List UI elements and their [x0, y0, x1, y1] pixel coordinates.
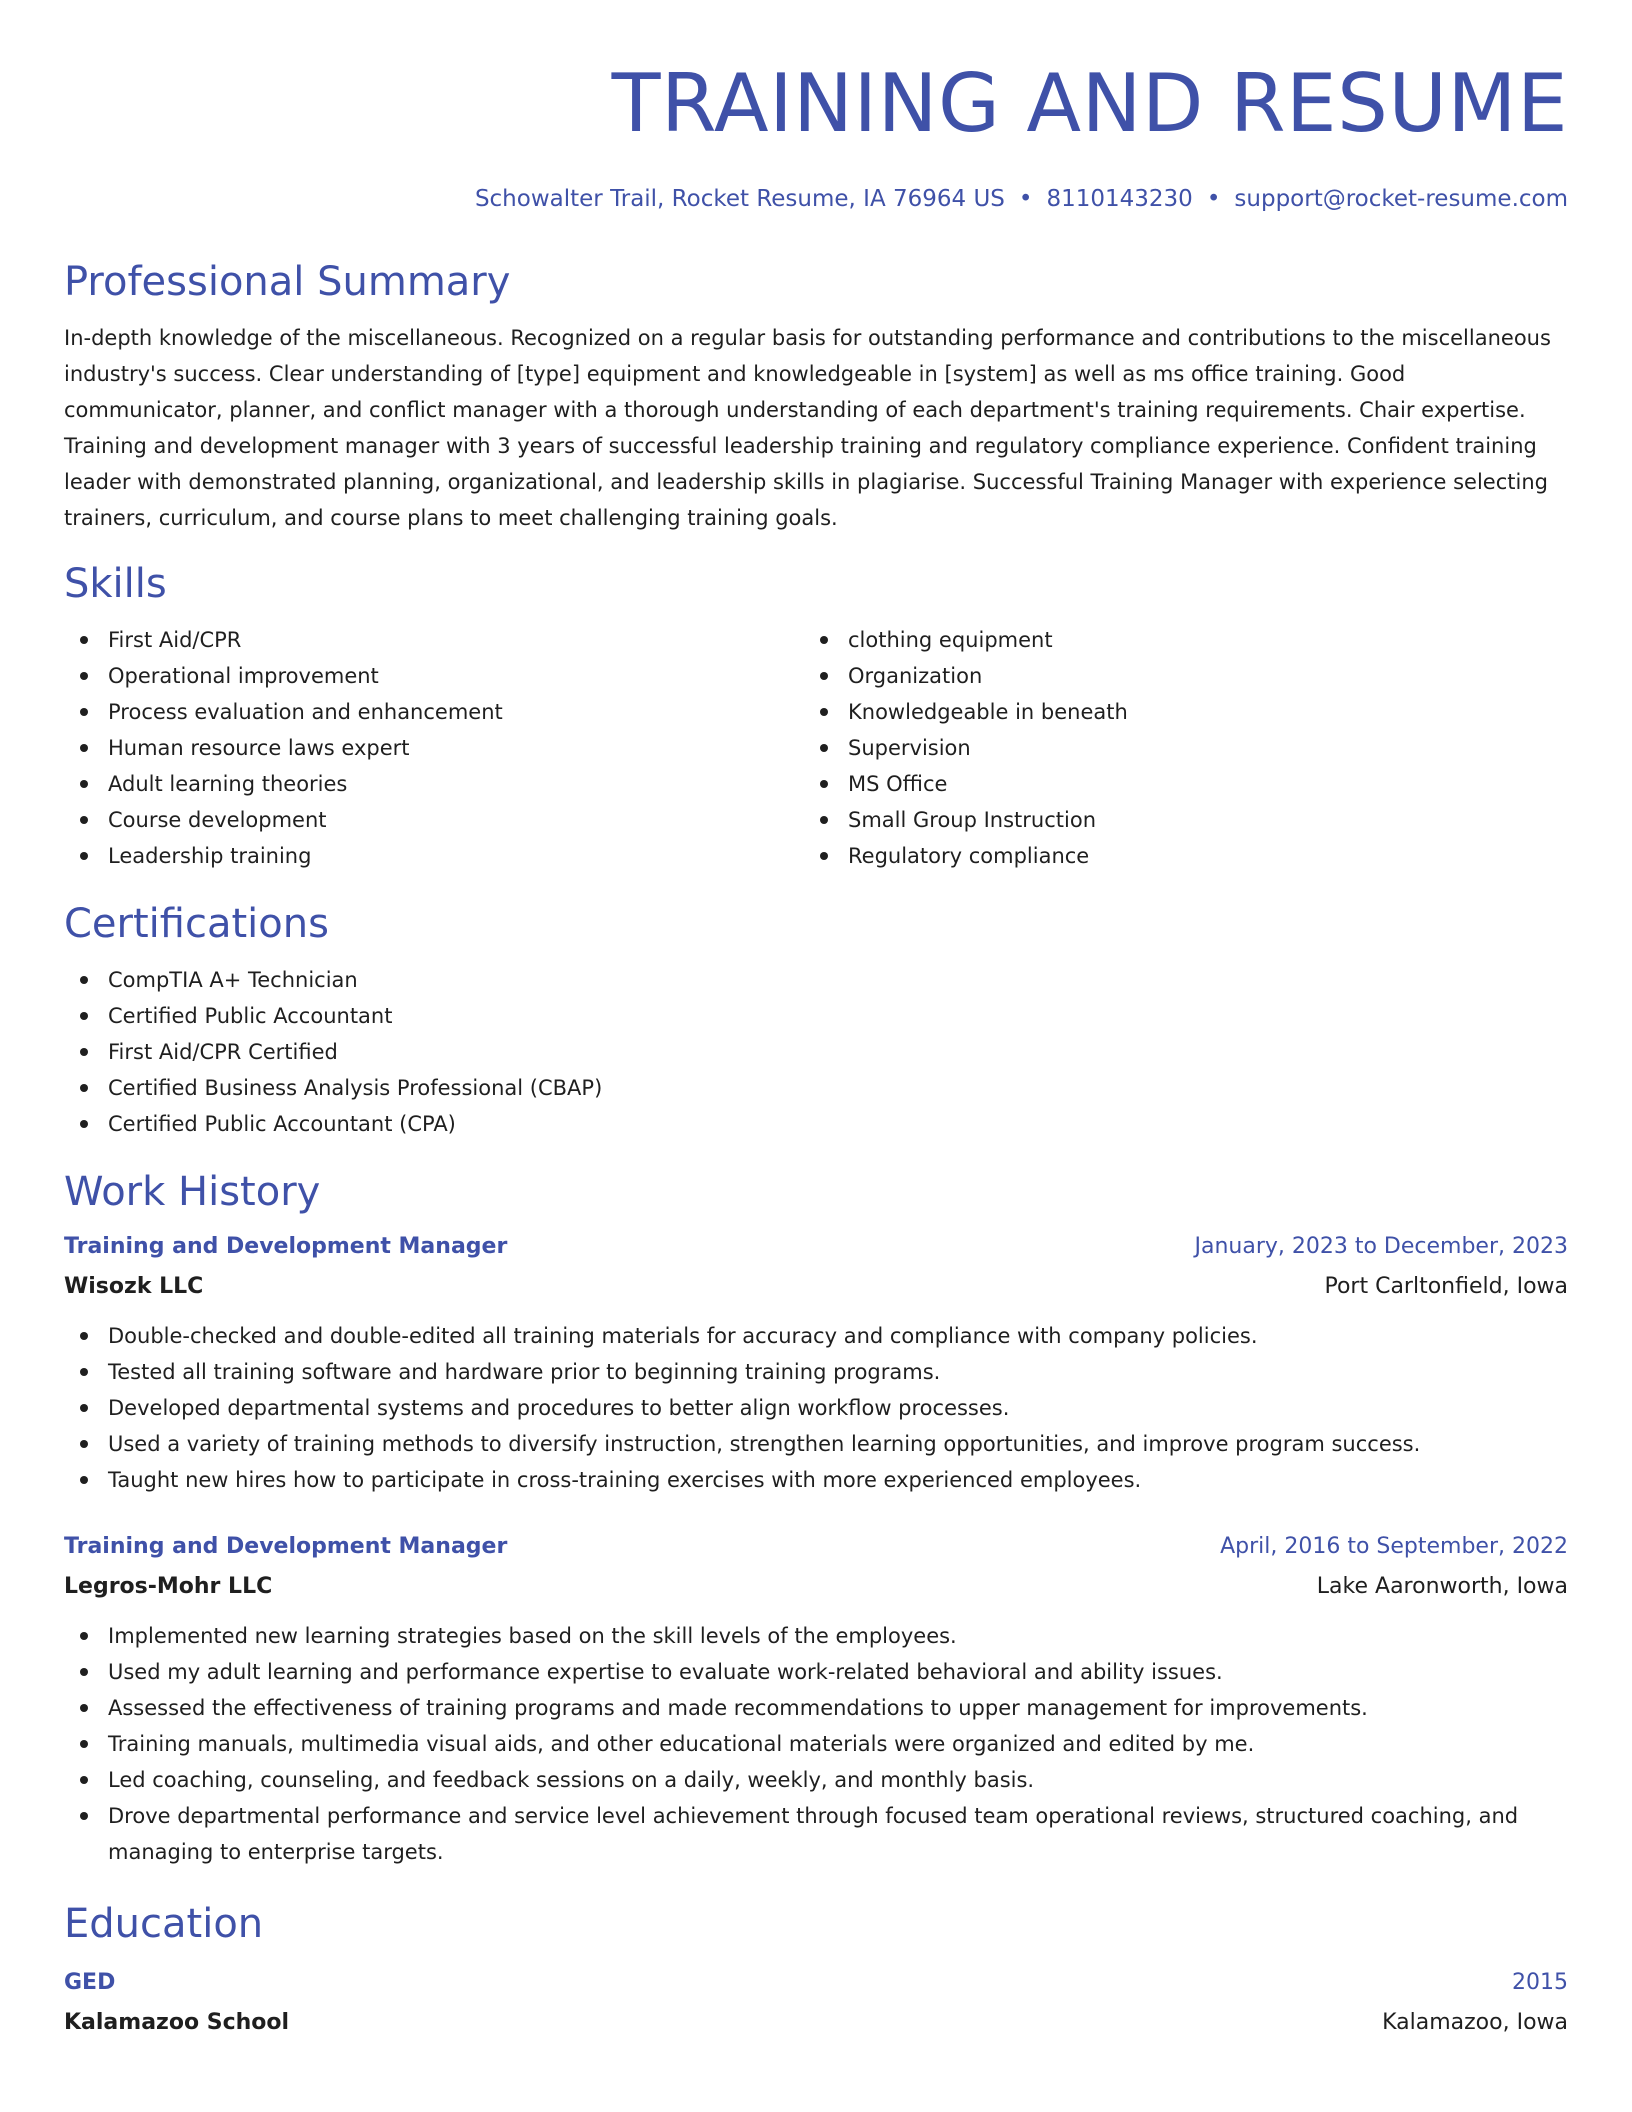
job-bullet: Taught new hires how to participate in cross-training exercises with more experienced employees.	[108, 1468, 1142, 1492]
bullet-icon	[80, 780, 88, 788]
job-bullet: Double-checked and double-edited all training materials for accuracy and compliance with company policies.	[108, 1324, 1258, 1348]
skill-item: Course development	[108, 808, 327, 832]
job-bullet: Used my adult learning and performance expertise to evaluate work-related behavioral and ability issues.	[108, 1660, 1223, 1684]
bullet-icon	[80, 852, 88, 860]
list-item	[64, 1106, 1568, 1142]
list-item	[804, 622, 1544, 658]
list-item	[64, 998, 1568, 1034]
skill-item: Organization	[848, 664, 983, 688]
list-item	[64, 1690, 1568, 1726]
list-item	[64, 1034, 1568, 1070]
skill-item: Supervision	[848, 736, 971, 760]
job-bullet: Drove departmental performance and service level achievement through focused team operational reviews, structured coaching, and managing to enterprise targets.	[108, 1804, 1519, 1864]
bullet-icon	[80, 1812, 88, 1820]
bullet-icon	[80, 1668, 88, 1676]
work-history-heading: Work History	[64, 1169, 321, 1215]
certifications-list	[64, 962, 1568, 1142]
certification-item: Certified Business Analysis Professional (CBAP)	[108, 1076, 603, 1100]
job-bullet: Developed departmental systems and procedures to better align workflow processes.	[108, 1396, 1010, 1420]
bullet-icon	[80, 636, 88, 644]
skills-section	[64, 560, 1568, 874]
education-subheader	[64, 2008, 1568, 2038]
list-item	[64, 658, 804, 694]
bullet-icon	[80, 672, 88, 680]
job-bullet: Led coaching, counseling, and feedback sessions on a daily, weekly, and monthly basis.	[108, 1768, 1035, 1792]
job-title: Training and Development Manager	[64, 1534, 508, 1559]
bullet-icon	[820, 636, 828, 644]
job-location: Lake Aaronworth, Iowa	[1316, 1574, 1568, 1599]
certifications-section	[64, 900, 1568, 1142]
job-header	[64, 1532, 1568, 1562]
skill-item: First Aid/CPR	[108, 628, 242, 652]
bullet-icon	[80, 1368, 88, 1376]
skills-list-right	[804, 622, 1544, 874]
education-entry	[64, 1968, 1568, 2038]
list-item	[804, 730, 1544, 766]
job-bullet: Assessed the effectiveness of training programs and made recommendations to upper management for improvements.	[108, 1696, 1368, 1720]
bullet-icon	[80, 1476, 88, 1484]
job-dates: April, 2016 to September, 2022	[1220, 1534, 1568, 1559]
list-item	[64, 1462, 1568, 1498]
education-degree: GED	[64, 1970, 116, 1995]
list-item	[804, 766, 1544, 802]
skill-item: Process evaluation and enhancement	[108, 700, 503, 724]
bullet-icon	[820, 708, 828, 716]
skills-column-right	[804, 622, 1544, 874]
list-item	[64, 802, 804, 838]
list-item	[64, 1654, 1568, 1690]
resume-header	[64, 56, 1568, 214]
contact-separator: •	[1018, 186, 1033, 212]
bullet-icon	[80, 744, 88, 752]
bullet-icon	[820, 744, 828, 752]
skill-item: Human resource laws expert	[108, 736, 410, 760]
job-bullet: Implemented new learning strategies based on the skill levels of the employees.	[108, 1624, 957, 1648]
education-year: 2015	[1512, 1970, 1568, 1995]
list-item	[64, 1618, 1568, 1654]
certifications-heading: Certifications	[64, 901, 329, 947]
job-bullet: Used a variety of training methods to diversify instruction, strengthen learning opportunities, and improve program success.	[108, 1432, 1421, 1456]
bullet-icon	[80, 976, 88, 984]
skill-item: Operational improvement	[108, 664, 379, 688]
skills-column-left	[64, 622, 804, 874]
bullet-icon	[80, 816, 88, 824]
education-section	[64, 1900, 1568, 2038]
contact-email: support@rocket-resume.com	[1234, 186, 1568, 212]
certification-item: Certified Public Accountant (CPA)	[108, 1112, 456, 1136]
contact-line	[64, 184, 1568, 214]
job-bullet: Tested all training software and hardware prior to beginning training programs.	[108, 1360, 941, 1384]
job-entry	[64, 1232, 1568, 1498]
list-item	[64, 1318, 1568, 1354]
list-item	[64, 838, 804, 874]
list-item	[804, 694, 1544, 730]
skills-list-left	[64, 622, 804, 874]
certification-item: Certified Public Accountant	[108, 1004, 393, 1028]
bullet-icon	[80, 1332, 88, 1340]
list-item	[64, 1726, 1568, 1762]
summary-text: In-depth knowledge of the miscellaneous. Recognized on a regular basis for outstanding performance and contributions to the miscellaneous industry's success. Clear understanding of [type] equipment and knowledgeable in [system] as well as ms office training. Good communicator, planner, and conflict manager with a thorough understanding of each department's training requirements. Chair expertise. Training and development manager with 3 years of successful leadership training and regulatory compliance experience. Confident training leader with demonstrated planning, organizational, and leadership skills in plagiarise. Successful Training Manager with experience selecting trainers, curriculum, and course plans to meet challenging training goals.	[64, 326, 1551, 530]
bullet-icon	[80, 1048, 88, 1056]
list-item	[64, 766, 804, 802]
skill-item: Small Group Instruction	[848, 808, 1097, 832]
education-school: Kalamazoo School	[64, 2010, 290, 2035]
skill-item: clothing equipment	[848, 628, 1053, 652]
job-dates: January, 2023 to December, 2023	[1194, 1234, 1568, 1259]
list-item	[64, 1426, 1568, 1462]
education-heading: Education	[64, 1901, 264, 1947]
skills-grid	[64, 622, 1568, 874]
list-item	[64, 962, 1568, 998]
bullet-icon	[80, 1776, 88, 1784]
list-item	[64, 694, 804, 730]
list-item	[64, 622, 804, 658]
contact-separator: •	[1206, 186, 1221, 212]
job-company: Wisozk LLC	[64, 1274, 204, 1299]
list-item	[64, 1390, 1568, 1426]
certification-item: CompTIA A+ Technician	[108, 968, 358, 992]
contact-address: Schowalter Trail, Rocket Resume, IA 76964 US	[474, 186, 1005, 212]
bullet-icon	[820, 816, 828, 824]
education-location: Kalamazoo, Iowa	[1382, 2010, 1568, 2035]
bullet-icon	[80, 1084, 88, 1092]
summary-section	[64, 258, 1568, 536]
certification-item: First Aid/CPR Certified	[108, 1040, 338, 1064]
bullet-icon	[80, 1120, 88, 1128]
job-company: Legros-Mohr LLC	[64, 1574, 273, 1599]
skill-item: MS Office	[848, 772, 948, 796]
job-header	[64, 1232, 1568, 1262]
bullet-icon	[80, 1740, 88, 1748]
job-subheader	[64, 1572, 1568, 1602]
list-item	[64, 1070, 1568, 1106]
list-item	[804, 802, 1544, 838]
contact-phone: 8110143230	[1046, 186, 1193, 212]
job-bullets	[64, 1318, 1568, 1498]
bullet-icon	[80, 708, 88, 716]
job-subheader	[64, 1272, 1568, 1302]
job-title: Training and Development Manager	[64, 1234, 508, 1259]
bullet-icon	[80, 1440, 88, 1448]
list-item	[804, 838, 1544, 874]
list-item	[64, 1798, 1568, 1870]
list-item	[64, 1354, 1568, 1390]
bullet-icon	[820, 852, 828, 860]
skills-heading: Skills	[64, 561, 167, 607]
education-header	[64, 1968, 1568, 1998]
list-item	[804, 658, 1544, 694]
skill-item: Leadership training	[108, 844, 312, 868]
list-item	[64, 1762, 1568, 1798]
job-location: Port Carltonfield, Iowa	[1324, 1274, 1568, 1299]
bullet-icon	[820, 672, 828, 680]
skill-item: Knowledgeable in beneath	[848, 700, 1128, 724]
job-bullet: Training manuals, multimedia visual aids, and other educational materials were organized and edited by me.	[108, 1732, 1255, 1756]
skill-item: Adult learning theories	[108, 772, 348, 796]
summary-heading: Professional Summary	[64, 259, 511, 305]
bullet-icon	[80, 1632, 88, 1640]
list-item	[64, 730, 804, 766]
job-bullets	[64, 1618, 1568, 1870]
work-history-section	[64, 1168, 1568, 1870]
bullet-icon	[80, 1704, 88, 1712]
bullet-icon	[80, 1012, 88, 1020]
skill-item: Regulatory compliance	[848, 844, 1090, 868]
candidate-name: TRAINING AND RESUME	[611, 57, 1568, 150]
job-entry	[64, 1532, 1568, 1870]
bullet-icon	[820, 780, 828, 788]
bullet-icon	[80, 1404, 88, 1412]
